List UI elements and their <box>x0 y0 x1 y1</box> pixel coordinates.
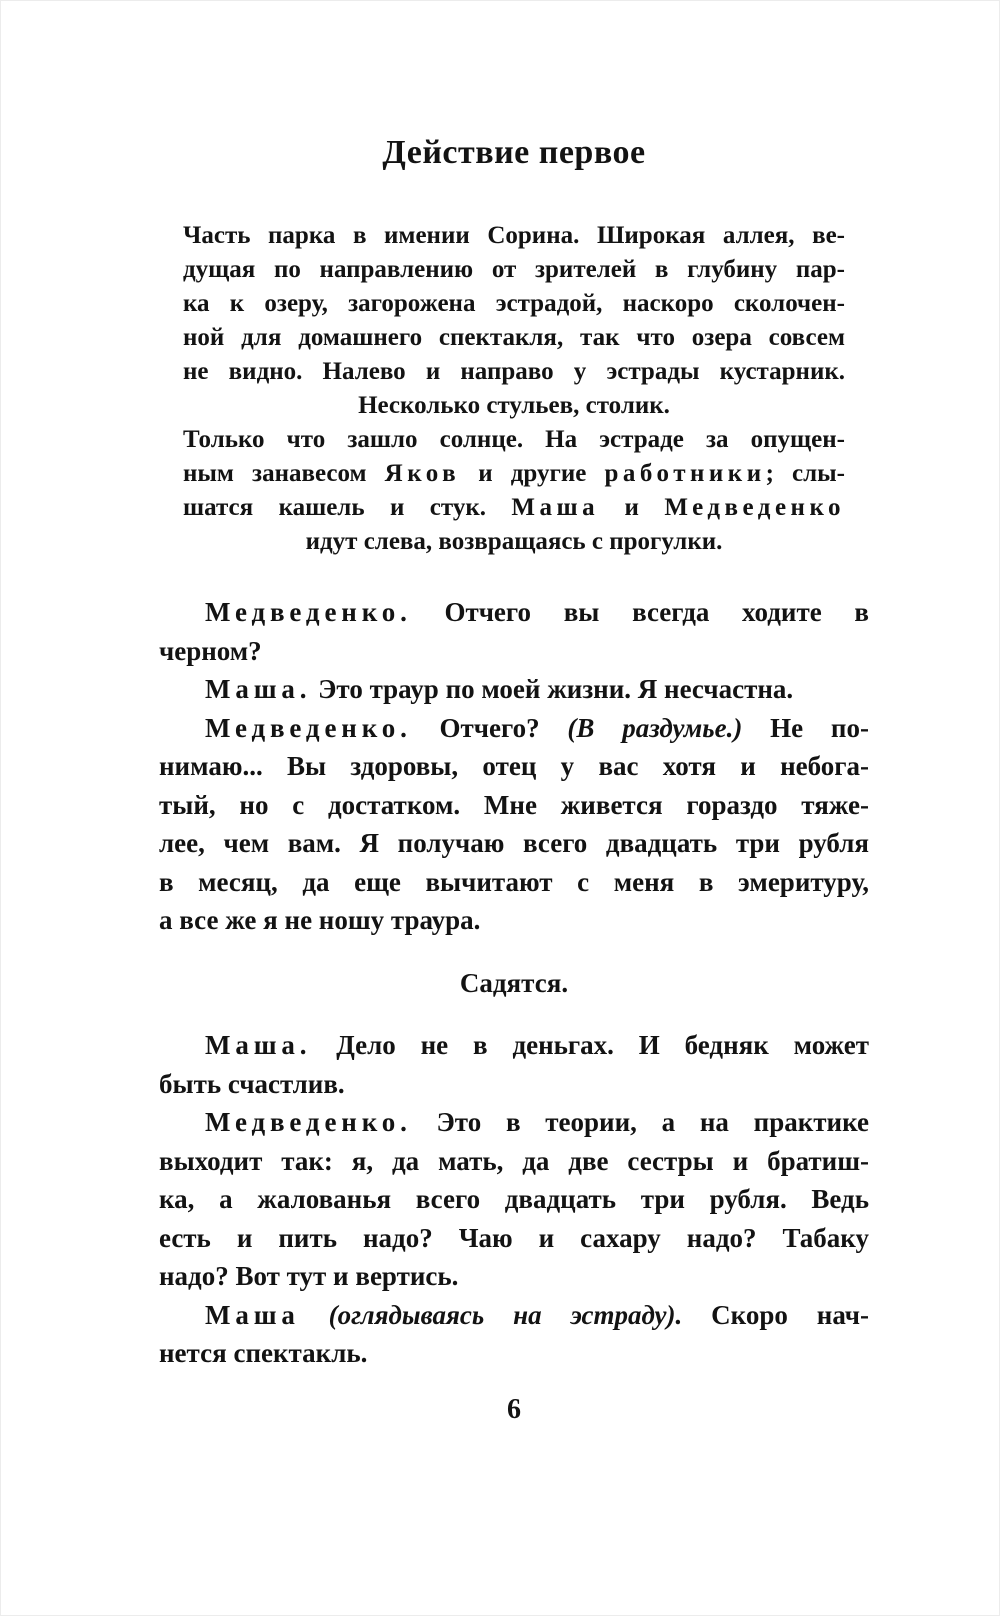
text-run: Это траур по моей жизни. Я несчастна. <box>311 674 794 704</box>
text-run: ; слы- <box>765 460 845 487</box>
dialogue-line: нимаю... Вы здоровы, отец у вас хотя и небога- <box>159 751 869 781</box>
text-run: Это в теории, а на практике <box>411 1107 869 1137</box>
dialogue-line: черном? <box>159 635 262 666</box>
stage-direction-line <box>183 491 845 525</box>
text-run: и другие <box>460 460 605 487</box>
dialogue-line: нется спектакль. <box>159 1338 368 1368</box>
dialogue-line: быть счастлив. <box>159 1068 345 1099</box>
dialogue-line <box>159 1296 869 1335</box>
dialogue-line: надо? Вот тут и вертись. <box>159 1261 459 1291</box>
dialogue-line <box>159 670 869 709</box>
stage-interlude: Садятся. <box>459 967 569 998</box>
dialogue-line <box>159 1103 869 1142</box>
dialogue-line: ка, а жалованья всего двадцать три рубля. Ведь <box>159 1184 869 1214</box>
text-run: Отчего? <box>411 712 568 743</box>
act-title: Действие первое <box>382 134 646 171</box>
speaker-name: Маша. <box>205 1030 312 1060</box>
dialogue-line <box>159 1026 869 1065</box>
stage-direction-line: Часть парка в имении Сорина. Широкая аллея, ве- <box>183 222 845 249</box>
character-name: работники <box>604 460 766 487</box>
text-run: шатся кашель и стук. <box>183 494 512 521</box>
dialogue-line: в месяц, да еще вычитают с меня в эмеритуру, <box>159 866 869 897</box>
text-run: Скоро нач- <box>682 1299 869 1330</box>
character-name: Маша <box>511 494 600 521</box>
speaker-name: Медведенко. <box>205 597 412 627</box>
text-run: и <box>599 494 665 521</box>
stage-direction-line: ка к озеру, загорожена эстрадой, наскоро сколочен- <box>183 290 845 317</box>
dialogue-line <box>159 709 869 748</box>
stage-note-italic: (оглядываясь на эстраду). <box>299 1299 683 1330</box>
stage-direction-line: не видно. Налево и направо у эстрады кустарник. <box>183 358 845 385</box>
dialogue-line: выходит так: я, да мать, да две сестры и братиш- <box>159 1145 869 1176</box>
character-name: Медведенко <box>664 494 846 521</box>
page-footer <box>159 1391 869 1429</box>
stage-direction-line <box>183 457 845 491</box>
dialogue-line <box>159 593 869 632</box>
page-number: 6 <box>507 1393 521 1425</box>
stage-note-italic: (В раздумье.) <box>567 712 743 743</box>
stage-direction-block <box>159 219 869 559</box>
dialogue-line: есть и пить надо? Чаю и сахару надо? Табаку <box>159 1222 869 1253</box>
stage-direction-line: ной для домашнего спектакля, так что озера совсем <box>183 324 845 351</box>
text-run: Дело не в деньгах. И бедняк может <box>311 1030 869 1060</box>
speaker-name: Медведенко. <box>205 1107 412 1137</box>
stage-direction-line: идут слева, возвращаясь с прогулки. <box>305 528 723 555</box>
text-run: Не по- <box>742 712 869 743</box>
dialogue-line: а все же я не ношу траура. <box>159 905 481 935</box>
stage-direction-line: дущая по направлению от зрителей в глубину пар- <box>183 256 845 283</box>
stage-direction-line: Несколько стульев, столик. <box>358 392 670 419</box>
text-run: ным занавесом <box>183 460 385 487</box>
stage-direction-line: Только что зашло солнце. На эстраде за опущен- <box>183 426 845 453</box>
speaker-name: Маша <box>205 1299 300 1330</box>
dialogue-line: лее, чем вам. Я получаю всего двадцать три рубля <box>159 828 869 858</box>
text-run: Отчего вы всегда ходите в <box>411 597 869 627</box>
speaker-name: Маша. <box>205 674 312 704</box>
speaker-name: Медведенко. <box>205 712 412 743</box>
dialogue-block <box>159 593 869 1373</box>
dialogue-line: тый, но с достатком. Мне живется гораздо тяже- <box>159 789 869 820</box>
character-name: Яков <box>384 460 461 487</box>
